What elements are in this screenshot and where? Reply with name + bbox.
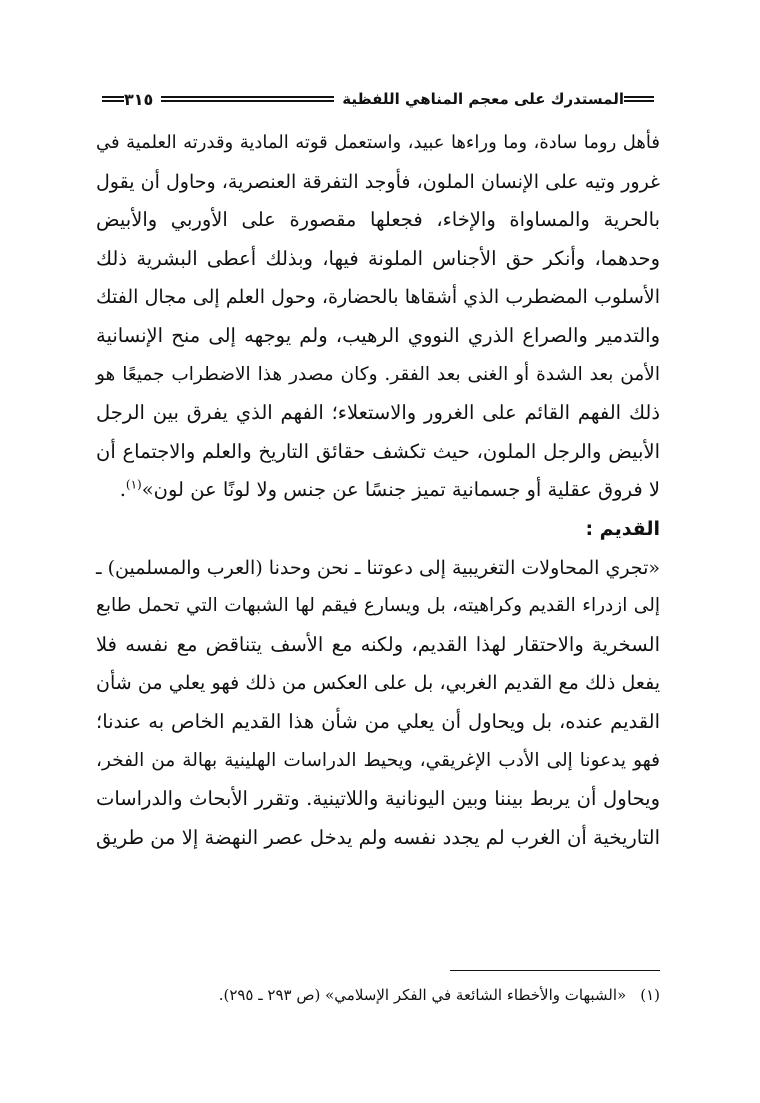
text-line: إلى ازدراء القديم وكراهيته، بل ويسارع فيقم لها الشبهات التي تحمل طابع bbox=[96, 595, 660, 617]
text-line: ذلك الفهم القائم على الغرور والاستعلاء؛ الفهم الذي يفرق بين الرجل bbox=[96, 401, 660, 425]
footnote-reference[interactable]: (١) bbox=[125, 477, 142, 492]
text-line: الأمن بعد الشدة أو الغنى بعد الفقر. وكان مصدر هذا الاضطراب جميعًا هو bbox=[96, 363, 660, 385]
text-line: فأهل روما سادة، وما وراءها عبيد، واستعمل قوته المادية وقدرته العلمية في bbox=[96, 132, 660, 153]
footnote-separator bbox=[450, 970, 660, 971]
page-number: ٣١٥ bbox=[124, 89, 154, 109]
body-text bbox=[96, 124, 660, 857]
text-line-last bbox=[96, 471, 660, 510]
text-line: ويحاول أن يربط بيننا وبين اليونانية واللاتينية. وتقرر الأبحاث والدراسات bbox=[96, 787, 660, 811]
header-rule-left bbox=[102, 96, 124, 102]
section-heading: القديم : bbox=[585, 517, 660, 540]
text-line: الأبيض والرجل الملون، حيث تكشف حقائق التاريخ والعلم والاجتماع أن bbox=[96, 439, 660, 463]
footnote bbox=[96, 986, 660, 1004]
text-line: الأسلوب المضطرب الذي أشقاها بالحضارة، وحول العلم إلى مجال الفتك bbox=[96, 286, 660, 309]
text-line: السخرية والاحتقار لهذا القديم، ولكنه مع الأسف يتناقض مع نفسه فلا bbox=[96, 632, 660, 656]
running-header bbox=[96, 84, 660, 114]
text-line: التاريخية أن الغرب لم يجدد نفسه ولم يدخل عصر النهضة إلا من طريق bbox=[96, 825, 660, 849]
text-line: يفعل ذلك مع القديم الغربي، بل على العكس من ذلك فهو يعلي من شأن bbox=[96, 672, 660, 695]
text-line: فهو يدعونا إلى الأدب الإغريقي، ويحيط الدراسات الهلينية بهالة من الفخر، bbox=[96, 749, 660, 771]
footnote-number: (١) bbox=[640, 986, 660, 1004]
text-line: وحدهما، وأنكر حق الأجناس الملونة فيها، وبذلك أعطى البشرية ذلك bbox=[96, 246, 660, 270]
paragraph-1 bbox=[96, 124, 660, 510]
text-line: غرور وتيه على الإنسان الملون، فأوجد التفرقة العنصرية، وحاول أن يقول bbox=[96, 170, 660, 193]
text-line: القديم عنده، بل ويحاول أن يعلي من شأن هذا القديم الخاص به عندنا؛ bbox=[96, 709, 660, 733]
text-line: «تجري المحاولات التغريبية إلى دعوتنا ـ نحن وحدنا (العرب والمسلمين) ـ bbox=[96, 556, 660, 579]
text-line: بالحرية والمساواة والإخاء، فجعلها مقصورة على الأوربي والأبيض bbox=[96, 208, 660, 232]
footnote-text: «الشبهات والأخطاء الشائعة في الفكر الإسلامي» (ص ٢٩٣ ـ ٢٩٥). bbox=[218, 986, 627, 1004]
header-rule-right bbox=[624, 96, 654, 102]
header-title: المستدرك على معجم المناهي اللفظية bbox=[342, 90, 624, 108]
header-rule-middle bbox=[161, 96, 334, 102]
text-line: والتدمير والصراع الذري النووي الرهيب، ولم يوجهه إلى منح الإنسانية bbox=[96, 323, 660, 347]
last-line-end: . bbox=[119, 478, 126, 502]
paragraph-2 bbox=[96, 549, 660, 858]
last-line-text: لا فروق عقلية أو جسمانية تميز جنسًا عن جنس ولا لونًا عن لون» bbox=[141, 478, 660, 502]
